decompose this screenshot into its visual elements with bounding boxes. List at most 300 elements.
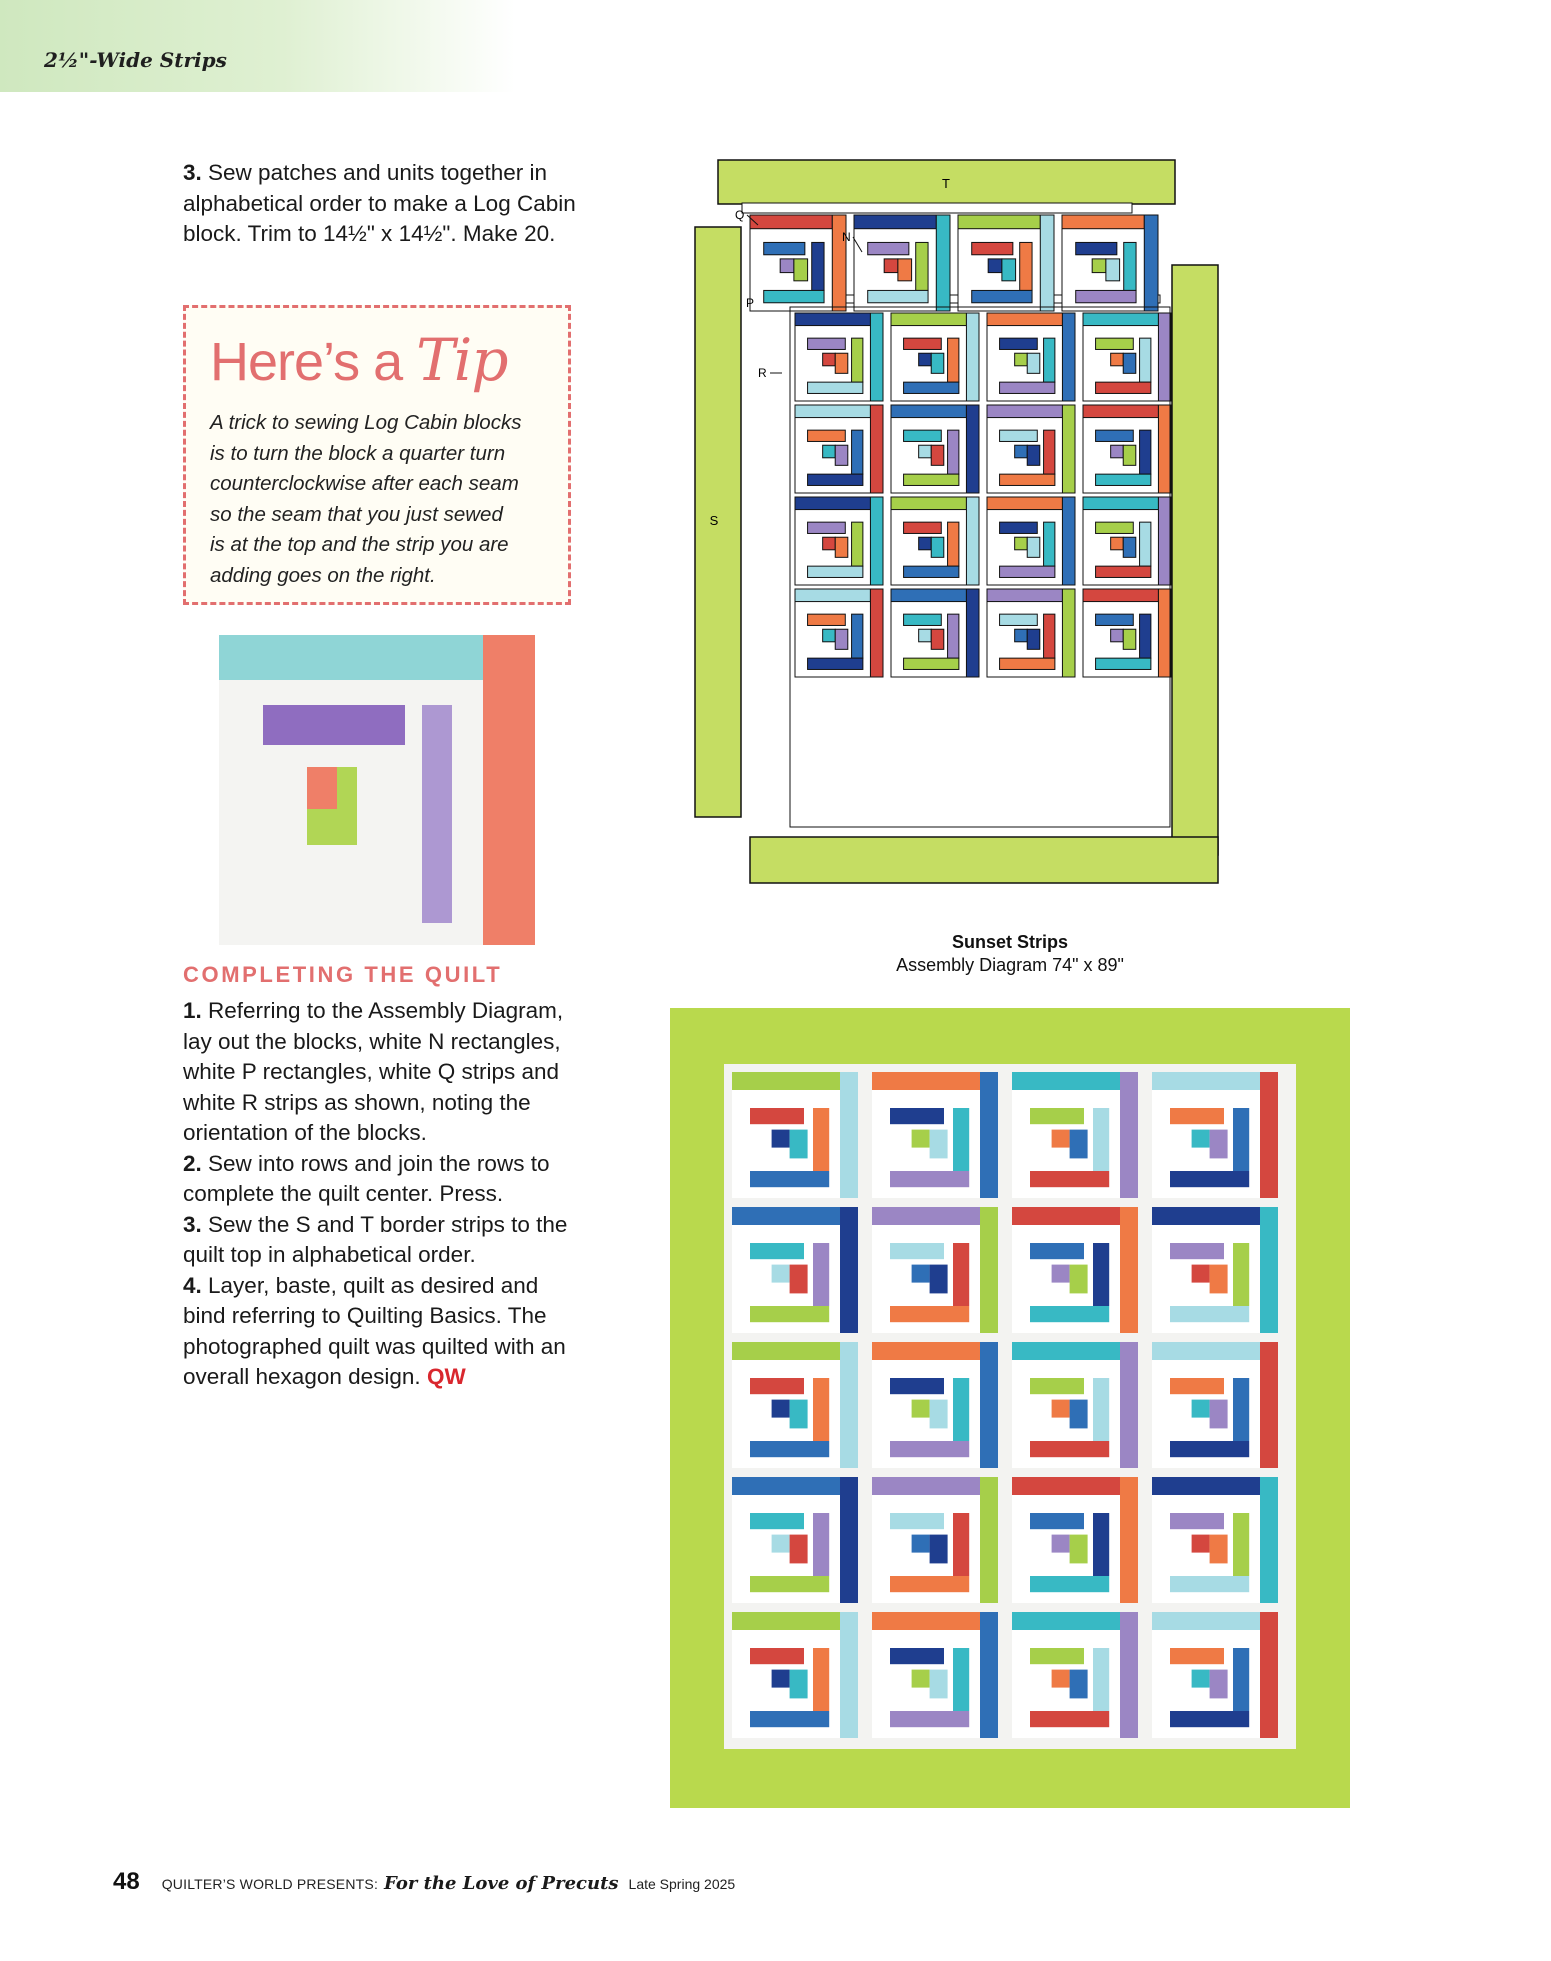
- log-strip: [890, 1108, 944, 1124]
- log-strip: [1096, 474, 1151, 485]
- log-center: [919, 353, 932, 366]
- log-strip: [904, 658, 959, 669]
- log-strip: [930, 1535, 948, 1564]
- log-cabin-block: [1152, 1207, 1278, 1333]
- log-strip: [1120, 1342, 1138, 1468]
- log-strip: [1093, 1243, 1109, 1306]
- log-center: [823, 353, 836, 366]
- log-cabin-block: [987, 497, 1075, 585]
- log-strip: [1170, 1243, 1224, 1259]
- log-cabin-block: [1012, 1477, 1138, 1603]
- log-strip: [790, 1670, 808, 1699]
- log-strip: [1030, 1378, 1084, 1394]
- log-strip: [1170, 1648, 1224, 1664]
- log-strip: [1093, 1513, 1109, 1576]
- sashing-q: [742, 203, 1132, 213]
- log-center: [780, 259, 794, 273]
- log-strip: [1210, 1670, 1228, 1699]
- log-strip: [812, 242, 824, 290]
- log-strip: [1140, 338, 1151, 382]
- log-strip: [835, 445, 848, 465]
- log-strip: [870, 313, 883, 401]
- log-cabin-block: [795, 589, 883, 677]
- log-strip: [732, 1612, 840, 1630]
- log-strip: [808, 474, 863, 485]
- log-strip: [930, 1130, 948, 1159]
- log-center: [1192, 1535, 1210, 1553]
- log-strip: [890, 1171, 969, 1187]
- log-cabin-block: [1062, 215, 1158, 311]
- log-center: [912, 1670, 930, 1688]
- tip-title-word: Tip: [416, 326, 508, 394]
- tip-box: [183, 305, 571, 605]
- log-strip: [1000, 338, 1038, 349]
- log-center: [772, 1400, 790, 1418]
- log-strip: [840, 1207, 858, 1333]
- step-text: Sew the S and T border strips to the quilt top in alphabetical order.: [183, 1211, 568, 1267]
- log-strip: [904, 566, 959, 577]
- log-strip: [953, 1108, 969, 1171]
- step-text: Referring to the Assembly Diagram, lay out the blocks, white N rectangles, white P rectangles, white Q strips and white R strips as shown, noting the orientation of the blocks.: [183, 998, 564, 1145]
- log-strip: [790, 1400, 808, 1429]
- log-strip: [868, 290, 928, 302]
- log-cabin-block: [732, 1342, 858, 1468]
- block-center-square: [307, 767, 337, 809]
- log-strip: [987, 497, 1062, 510]
- log-strip: [1027, 353, 1040, 373]
- log-strip: [852, 614, 863, 658]
- log-strip: [891, 497, 966, 510]
- log-center: [772, 1535, 790, 1553]
- log-cabin-block: [1152, 1477, 1278, 1603]
- log-strip: [808, 522, 846, 533]
- log-strip: [813, 1108, 829, 1171]
- log-strip: [1044, 614, 1055, 658]
- log-strip: [1152, 1612, 1260, 1630]
- log-strip: [1093, 1378, 1109, 1441]
- log-cabin-block: [891, 313, 979, 401]
- log-strip: [1158, 589, 1171, 677]
- log-cabin-block: [795, 497, 883, 585]
- log-strip: [904, 522, 942, 533]
- log-strip: [987, 589, 1062, 602]
- log-strip: [1096, 382, 1151, 393]
- log-strip: [840, 1342, 858, 1468]
- log-strip: [1096, 430, 1134, 441]
- log-center: [1052, 1130, 1070, 1148]
- log-strip: [1158, 313, 1171, 401]
- log-strip: [1096, 658, 1151, 669]
- log-cabin-block: [1083, 589, 1171, 677]
- log-strip: [987, 313, 1062, 326]
- label-t: T: [942, 176, 950, 191]
- log-strip: [1120, 1072, 1138, 1198]
- log-strip: [813, 1243, 829, 1306]
- log-strip: [891, 405, 966, 418]
- log-strip: [953, 1378, 969, 1441]
- log-strip: [1123, 629, 1136, 649]
- log-strip: [1012, 1072, 1120, 1090]
- log-strip: [931, 629, 944, 649]
- log-strip: [852, 338, 863, 382]
- log-strip: [750, 1378, 804, 1394]
- log-center: [912, 1400, 930, 1418]
- log-strip: [790, 1130, 808, 1159]
- log-cabin-block: [732, 1207, 858, 1333]
- diagram-caption-title: Sunset Strips: [951, 932, 1069, 952]
- log-cabin-block-photo: [219, 635, 535, 945]
- log-strip: [1140, 430, 1151, 474]
- log-cabin-block: [1083, 405, 1171, 493]
- log-strip: [808, 658, 863, 669]
- log-strip: [1044, 522, 1055, 566]
- log-strip: [1000, 566, 1055, 577]
- log-strip: [808, 338, 846, 349]
- log-strip: [1030, 1171, 1109, 1187]
- log-cabin-block: [872, 1477, 998, 1603]
- log-strip: [1233, 1513, 1249, 1576]
- log-strip: [930, 1265, 948, 1294]
- log-strip: [1210, 1535, 1228, 1564]
- log-strip: [1083, 313, 1158, 326]
- log-strip: [794, 259, 808, 281]
- log-strip: [904, 430, 942, 441]
- log-strip: [972, 242, 1013, 254]
- log-strip: [750, 1108, 804, 1124]
- log-center: [1015, 353, 1028, 366]
- log-cabin-block: [1083, 313, 1171, 401]
- log-center: [912, 1535, 930, 1553]
- log-strip: [1233, 1243, 1249, 1306]
- label-p: P: [746, 296, 755, 310]
- block-strip-right: [483, 635, 535, 945]
- log-strip: [1083, 589, 1158, 602]
- log-strip: [1260, 1477, 1278, 1603]
- log-strip: [1062, 313, 1075, 401]
- log-center: [1192, 1400, 1210, 1418]
- log-strip: [953, 1243, 969, 1306]
- log-center: [772, 1130, 790, 1148]
- log-center: [919, 629, 932, 642]
- log-strip: [872, 1207, 980, 1225]
- log-cabin-block: [795, 313, 883, 401]
- log-strip: [870, 497, 883, 585]
- publisher-name: QUILTER’S WORLD PRESENTS:: [161, 1876, 379, 1892]
- log-strip: [1000, 474, 1055, 485]
- log-cabin-block: [732, 1072, 858, 1198]
- log-strip: [1170, 1306, 1249, 1322]
- log-strip: [1030, 1306, 1109, 1322]
- log-strip: [987, 405, 1062, 418]
- log-center: [912, 1265, 930, 1283]
- log-strip: [750, 215, 832, 229]
- label-n: N: [842, 230, 851, 244]
- log-strip: [868, 242, 909, 254]
- log-strip: [891, 589, 966, 602]
- log-strip: [1096, 566, 1151, 577]
- log-strip: [1152, 1207, 1260, 1225]
- log-strip: [1123, 353, 1136, 373]
- magazine-title: For the Love of Precuts: [384, 1873, 619, 1894]
- log-strip: [1002, 259, 1016, 281]
- log-strip: [808, 382, 863, 393]
- log-strip: [750, 1171, 829, 1187]
- log-cabin-block: [795, 405, 883, 493]
- log-strip: [966, 589, 979, 677]
- log-strip: [795, 405, 870, 418]
- assembly-diagram: [690, 155, 1340, 915]
- log-center: [772, 1265, 790, 1283]
- log-center: [1052, 1535, 1070, 1553]
- tip-line: so the seam that you just sewed: [210, 502, 503, 526]
- log-strip: [808, 614, 846, 625]
- log-strip: [980, 1612, 998, 1738]
- step-text: Sew into rows and join the rows to complete the quilt center. Press.: [183, 1150, 550, 1206]
- log-strip: [813, 1378, 829, 1441]
- log-strip: [948, 338, 959, 382]
- step-3: [183, 158, 583, 250]
- log-strip: [1210, 1400, 1228, 1429]
- tip-line: is at the top and the strip you are: [210, 533, 509, 556]
- log-strip: [1030, 1108, 1084, 1124]
- log-strip: [872, 1342, 980, 1360]
- log-strip: [1027, 445, 1040, 465]
- log-strip: [1030, 1576, 1109, 1592]
- log-cabin-block: [987, 405, 1075, 493]
- header-band: [0, 0, 515, 92]
- log-strip: [1030, 1243, 1084, 1259]
- log-strip: [808, 430, 846, 441]
- log-strip: [953, 1513, 969, 1576]
- log-strip: [1158, 405, 1171, 493]
- log-cabin-block: [854, 215, 950, 311]
- log-strip: [732, 1072, 840, 1090]
- log-strip: [795, 313, 870, 326]
- log-strip: [872, 1477, 980, 1495]
- log-strip: [1062, 405, 1075, 493]
- log-center: [1111, 445, 1124, 458]
- log-strip: [1210, 1265, 1228, 1294]
- log-strip: [813, 1513, 829, 1576]
- log-cabin-block: [1012, 1342, 1138, 1468]
- issue-date: Late Spring 2025: [628, 1876, 736, 1892]
- log-strip: [1170, 1711, 1249, 1727]
- log-strip: [750, 1648, 804, 1664]
- log-strip: [732, 1207, 840, 1225]
- log-strip: [1000, 382, 1055, 393]
- log-strip: [1210, 1130, 1228, 1159]
- completing-steps: [183, 996, 583, 1393]
- log-strip: [1170, 1171, 1249, 1187]
- log-strip: [1083, 497, 1158, 510]
- log-strip: [890, 1648, 944, 1664]
- log-strip: [764, 290, 824, 302]
- log-cabin-block: [1152, 1072, 1278, 1198]
- log-strip: [1140, 614, 1151, 658]
- section-label: 2½"-Wide Strips: [44, 48, 227, 72]
- log-strip: [1120, 1477, 1138, 1603]
- log-center: [823, 445, 836, 458]
- log-strip: [958, 215, 1040, 229]
- log-strip: [1076, 242, 1117, 254]
- log-strip: [1120, 1612, 1138, 1738]
- log-strip: [1030, 1648, 1084, 1664]
- log-center: [884, 259, 898, 273]
- log-cabin-block: [1012, 1207, 1138, 1333]
- log-strip: [1027, 537, 1040, 557]
- log-center: [1052, 1670, 1070, 1688]
- label-r: R: [758, 366, 767, 380]
- log-strip: [1083, 405, 1158, 418]
- log-strip: [1123, 537, 1136, 557]
- log-strip: [966, 405, 979, 493]
- step-text: Sew patches and units together in alphabetical order to make a Log Cabin block. Trim to 14½" x 14½". Make 20.: [183, 160, 576, 246]
- log-strip: [750, 1513, 804, 1529]
- block-strip-top: [219, 635, 483, 680]
- log-center: [1015, 537, 1028, 550]
- log-center: [1192, 1265, 1210, 1283]
- log-strip: [953, 1648, 969, 1711]
- log-strip: [1000, 522, 1038, 533]
- log-strip: [1012, 1207, 1120, 1225]
- quilt-photo: [670, 1008, 1350, 1808]
- log-strip: [1040, 215, 1054, 311]
- log-strip: [1260, 1612, 1278, 1738]
- log-cabin-block: [732, 1477, 858, 1603]
- log-cabin-block: [891, 497, 979, 585]
- log-strip: [890, 1576, 969, 1592]
- log-strip: [1152, 1342, 1260, 1360]
- log-strip: [890, 1441, 969, 1457]
- tip-line: counterclockwise after each seam: [210, 472, 519, 495]
- log-strip: [930, 1670, 948, 1699]
- log-center: [1192, 1130, 1210, 1148]
- log-strip: [1158, 497, 1171, 585]
- log-strip: [936, 215, 950, 311]
- log-strip: [1070, 1670, 1088, 1699]
- log-center: [1192, 1670, 1210, 1688]
- log-strip: [1062, 589, 1075, 677]
- log-strip: [980, 1072, 998, 1198]
- log-strip: [1044, 338, 1055, 382]
- tip-text: [210, 408, 560, 591]
- log-strip: [966, 313, 979, 401]
- log-strip: [813, 1648, 829, 1711]
- log-cabin-block: [872, 1342, 998, 1468]
- log-strip: [1012, 1612, 1120, 1630]
- log-strip: [1096, 614, 1134, 625]
- tip-title: [210, 326, 508, 394]
- block-strip-purple: [263, 705, 405, 745]
- section-heading: COMPLETING THE QUILT: [183, 962, 503, 987]
- log-strip: [930, 1400, 948, 1429]
- log-strip: [835, 629, 848, 649]
- log-strip: [835, 353, 848, 373]
- footer: [113, 1868, 735, 1898]
- log-strip: [1140, 522, 1151, 566]
- log-strip: [870, 405, 883, 493]
- step-number: 3.: [183, 1211, 202, 1237]
- diagram-caption-subtitle: Assembly Diagram 74" x 89": [896, 955, 1124, 975]
- log-center: [1092, 259, 1106, 273]
- log-strip: [1000, 430, 1038, 441]
- log-cabin-block: [891, 589, 979, 677]
- log-strip: [1020, 242, 1032, 290]
- log-strip: [764, 242, 805, 254]
- log-strip: [732, 1477, 840, 1495]
- log-strip: [1070, 1130, 1088, 1159]
- log-strip: [898, 259, 912, 281]
- step-number: 2.: [183, 1150, 202, 1176]
- log-cabin-block: [1152, 1342, 1278, 1468]
- log-strip: [1170, 1108, 1224, 1124]
- log-strip: [890, 1711, 969, 1727]
- log-strip: [1062, 497, 1075, 585]
- log-strip: [1070, 1535, 1088, 1564]
- step-number: 4.: [183, 1272, 202, 1298]
- log-center: [823, 537, 836, 550]
- log-center: [1111, 537, 1124, 550]
- log-strip: [904, 614, 942, 625]
- border-s-right: [1172, 265, 1218, 855]
- border-t-bottom: [750, 837, 1218, 883]
- log-strip: [980, 1207, 998, 1333]
- block-strip-purple-vertical: [422, 705, 452, 923]
- log-strip: [750, 1711, 829, 1727]
- log-strip: [1030, 1513, 1084, 1529]
- log-strip: [1124, 242, 1136, 290]
- log-center: [1052, 1400, 1070, 1418]
- log-strip: [916, 242, 928, 290]
- log-strip: [931, 445, 944, 465]
- log-center: [919, 537, 932, 550]
- log-strip: [1070, 1400, 1088, 1429]
- log-strip: [1096, 522, 1134, 533]
- log-strip: [904, 474, 959, 485]
- log-strip: [1152, 1477, 1260, 1495]
- log-strip: [1170, 1576, 1249, 1592]
- log-cabin-block: [1012, 1612, 1138, 1738]
- log-cabin-block: [1083, 497, 1171, 585]
- log-strip: [1260, 1207, 1278, 1333]
- tip-line: A trick to sewing Log Cabin blocks: [210, 411, 522, 434]
- tip-line: adding goes on the right.: [210, 563, 436, 587]
- log-center: [1052, 1265, 1070, 1283]
- log-strip: [840, 1612, 858, 1738]
- tip-title-prefix: Here’s a: [210, 332, 403, 392]
- log-strip: [790, 1535, 808, 1564]
- step-text: Layer, baste, quilt as desired and bind referring to Quilting Basics. The photographed quilt was quilted with an overall hexagon design.: [183, 1272, 566, 1389]
- log-center: [1111, 353, 1124, 366]
- log-strip: [931, 537, 944, 557]
- log-strip: [790, 1265, 808, 1294]
- quilt-center: [742, 203, 1171, 827]
- log-center: [772, 1670, 790, 1688]
- log-cabin-block: [958, 215, 1054, 311]
- log-strip: [1233, 1378, 1249, 1441]
- log-strip: [948, 522, 959, 566]
- log-strip: [966, 497, 979, 585]
- log-strip: [1070, 1265, 1088, 1294]
- log-strip: [1030, 1711, 1109, 1727]
- log-strip: [1027, 629, 1040, 649]
- log-strip: [980, 1342, 998, 1468]
- log-center: [1015, 629, 1028, 642]
- log-strip: [808, 566, 863, 577]
- log-strip: [835, 537, 848, 557]
- log-strip: [1170, 1378, 1224, 1394]
- log-strip: [948, 430, 959, 474]
